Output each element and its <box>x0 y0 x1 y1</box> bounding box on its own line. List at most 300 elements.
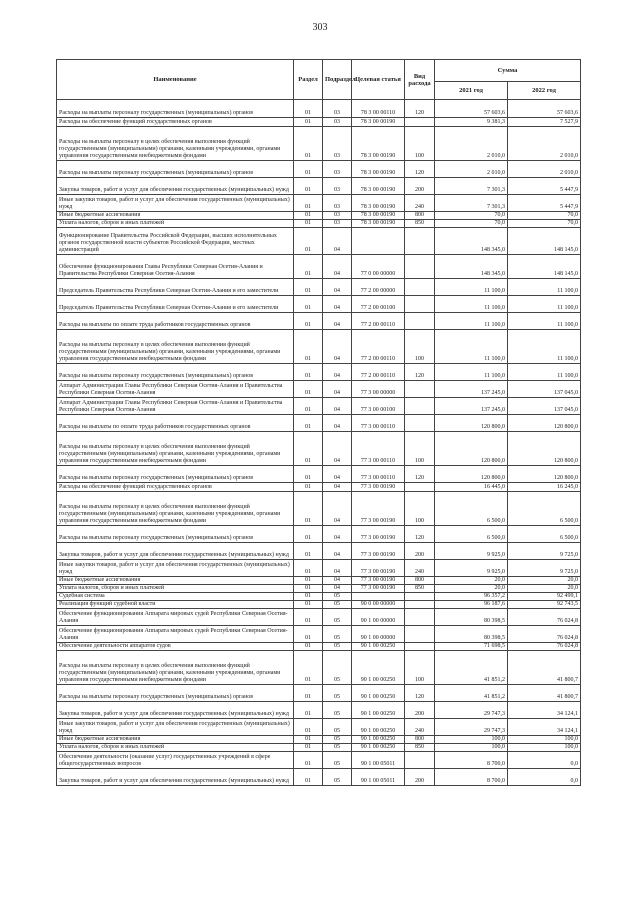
row-sum-2021: 8 700,0 <box>435 752 508 769</box>
row-type: 800 <box>405 577 435 585</box>
row-name: Закупка товаров, работ и услуг для обеспечения государственных (муниципальных) нужд <box>57 769 294 786</box>
row-sum-2021: 16 445,0 <box>435 483 508 492</box>
row-target: 77 3 00 00110 <box>352 432 405 466</box>
row-sum-2022: 6 500,0 <box>508 492 581 526</box>
row-sum-2021: 2 010,0 <box>435 161 508 178</box>
row-section: 01 <box>294 296 323 313</box>
row-target: 90 1 00 00250 <box>352 651 405 685</box>
table-row <box>57 543 581 560</box>
row-section: 01 <box>294 220 323 228</box>
row-type: 100 <box>405 330 435 364</box>
row-name: Обеспечение функционирования Аппарата мировых судей Республики Северная Осетия-Алания <box>57 609 294 626</box>
table-row <box>57 483 581 492</box>
row-target: 77 3 00 00190 <box>352 483 405 492</box>
row-subsection: 03 <box>323 127 352 161</box>
row-type: 120 <box>405 161 435 178</box>
row-subsection: 05 <box>323 643 352 651</box>
row-target: 77 3 00 00190 <box>352 585 405 593</box>
row-subsection: 03 <box>323 220 352 228</box>
table-row <box>57 560 581 577</box>
table-row <box>57 719 581 736</box>
row-subsection: 03 <box>323 118 352 127</box>
row-sum-2022: 92 499,1 <box>508 593 581 601</box>
row-type: 850 <box>405 585 435 593</box>
row-sum-2022: 9 725,0 <box>508 543 581 560</box>
row-type <box>405 415 435 432</box>
row-target: 90 1 00 00250 <box>352 702 405 719</box>
budget-table <box>56 59 581 786</box>
table-row <box>57 651 581 685</box>
table-row <box>57 752 581 769</box>
row-sum-2021: 29 747,3 <box>435 702 508 719</box>
row-subsection: 05 <box>323 593 352 601</box>
table-row <box>57 364 581 381</box>
row-target: 90 1 00 00000 <box>352 609 405 626</box>
row-sum-2021: 100,0 <box>435 744 508 752</box>
row-target: 77 2 00 00110 <box>352 313 405 330</box>
row-section: 01 <box>294 381 323 398</box>
row-type <box>405 279 435 296</box>
row-target: 77 2 00 00110 <box>352 364 405 381</box>
row-type: 120 <box>405 364 435 381</box>
row-section: 01 <box>294 483 323 492</box>
row-section: 01 <box>294 255 323 279</box>
row-sum-2022: 70,0 <box>508 220 581 228</box>
row-sum-2022: 137 045,0 <box>508 398 581 415</box>
row-subsection: 05 <box>323 719 352 736</box>
row-sum-2021: 137 245,0 <box>435 398 508 415</box>
row-name: Судебная система <box>57 593 294 601</box>
row-type <box>405 118 435 127</box>
row-sum-2022: 2 010,0 <box>508 127 581 161</box>
row-section: 01 <box>294 526 323 543</box>
row-sum-2021: 70,0 <box>435 212 508 220</box>
row-section: 01 <box>294 736 323 744</box>
table-row <box>57 228 581 255</box>
row-subsection: 04 <box>323 526 352 543</box>
table-row <box>57 161 581 178</box>
row-name: Закупка товаров, работ и услуг для обеспечения государственных (муниципальных) нужд <box>57 702 294 719</box>
row-target: 90 1 00 00000 <box>352 626 405 643</box>
row-type <box>405 593 435 601</box>
header-name: Наименование <box>57 60 294 100</box>
row-sum-2021: 9 381,3 <box>435 118 508 127</box>
row-type: 120 <box>405 466 435 483</box>
row-section: 01 <box>294 651 323 685</box>
row-type: 100 <box>405 127 435 161</box>
row-target: 77 3 00 00190 <box>352 492 405 526</box>
table-row <box>57 492 581 526</box>
table-row <box>57 601 581 609</box>
row-sum-2022: 11 100,0 <box>508 330 581 364</box>
row-name: Расходы на выплаты персоналу государственных (муниципальных) органов <box>57 364 294 381</box>
row-subsection: 03 <box>323 161 352 178</box>
row-type <box>405 313 435 330</box>
row-type: 240 <box>405 719 435 736</box>
row-type: 240 <box>405 560 435 577</box>
table-row <box>57 178 581 195</box>
table-row <box>57 100 581 118</box>
header-sum: Сумма <box>435 60 581 82</box>
row-type: 120 <box>405 100 435 118</box>
row-sum-2021: 120 800,0 <box>435 432 508 466</box>
row-type: 200 <box>405 702 435 719</box>
table-row <box>57 296 581 313</box>
row-sum-2021: 71 698,5 <box>435 643 508 651</box>
row-name: Расходы на выплаты по оплате труда работников государственных органов <box>57 313 294 330</box>
row-sum-2021: 120 800,0 <box>435 466 508 483</box>
header-subsection: Подраздел <box>323 60 352 100</box>
row-subsection: 03 <box>323 100 352 118</box>
row-target: 77 2 00 00100 <box>352 296 405 313</box>
row-subsection: 04 <box>323 279 352 296</box>
row-sum-2022: 76 024,8 <box>508 626 581 643</box>
row-sum-2022: 11 100,0 <box>508 313 581 330</box>
row-name: Председатель Правительства Республики Северная Осетия-Алания и его заместители <box>57 279 294 296</box>
row-sum-2021: 2 010,0 <box>435 127 508 161</box>
row-subsection: 04 <box>323 330 352 364</box>
row-sum-2022: 11 100,0 <box>508 364 581 381</box>
row-section: 01 <box>294 313 323 330</box>
table-row <box>57 255 581 279</box>
header-target: Целевая статья <box>352 60 405 100</box>
row-target: 77 2 00 00110 <box>352 330 405 364</box>
row-subsection: 04 <box>323 543 352 560</box>
row-target: 78 3 00 00190 <box>352 212 405 220</box>
row-sum-2021: 80 398,5 <box>435 626 508 643</box>
row-subsection: 05 <box>323 769 352 786</box>
table-row <box>57 685 581 702</box>
table-row <box>57 585 581 593</box>
row-subsection: 03 <box>323 195 352 212</box>
row-sum-2022: 76 024,8 <box>508 643 581 651</box>
row-type <box>405 483 435 492</box>
row-target: 77 3 00 00190 <box>352 560 405 577</box>
row-sum-2021: 7 301,3 <box>435 195 508 212</box>
row-section: 01 <box>294 127 323 161</box>
row-sum-2022: 120 800,0 <box>508 432 581 466</box>
header-section: Раздел <box>294 60 323 100</box>
row-subsection: 04 <box>323 483 352 492</box>
row-sum-2022: 20,0 <box>508 585 581 593</box>
row-sum-2022: 5 447,9 <box>508 178 581 195</box>
row-section: 01 <box>294 178 323 195</box>
row-sum-2021: 11 100,0 <box>435 364 508 381</box>
row-section: 01 <box>294 585 323 593</box>
row-type <box>405 255 435 279</box>
row-target <box>352 593 405 601</box>
row-sum-2022: 148 145,0 <box>508 228 581 255</box>
row-sum-2021: 8 700,0 <box>435 769 508 786</box>
row-subsection: 04 <box>323 255 352 279</box>
row-sum-2022: 76 024,8 <box>508 609 581 626</box>
row-subsection: 04 <box>323 577 352 585</box>
row-type: 120 <box>405 685 435 702</box>
row-name: Расходы на обеспечение функций государственных органов <box>57 118 294 127</box>
row-sum-2021: 7 301,3 <box>435 178 508 195</box>
row-name: Иные закупки товаров, работ и услуг для обеспечения государственных (муниципальных) нужд <box>57 560 294 577</box>
row-target: 90 1 00 00250 <box>352 719 405 736</box>
row-sum-2021: 120 800,0 <box>435 415 508 432</box>
row-type: 850 <box>405 220 435 228</box>
row-name: Иные бюджетные ассигнования <box>57 212 294 220</box>
row-subsection: 04 <box>323 415 352 432</box>
table-row <box>57 220 581 228</box>
row-name: Уплата налогов, сборов и иных платежей <box>57 220 294 228</box>
row-subsection: 04 <box>323 492 352 526</box>
row-subsection: 05 <box>323 736 352 744</box>
row-sum-2022: 34 124,1 <box>508 702 581 719</box>
row-type <box>405 381 435 398</box>
header-type: Вид расхода <box>405 60 435 100</box>
row-sum-2022: 6 500,0 <box>508 526 581 543</box>
row-name: Обеспечение деятельности (оказание услуг) государственных учреждений в сфере общегосударственных вопросов <box>57 752 294 769</box>
row-target: 77 0 00 00000 <box>352 255 405 279</box>
row-sum-2022: 0,0 <box>508 752 581 769</box>
row-subsection: 05 <box>323 702 352 719</box>
row-name: Иные закупки товаров, работ и услуг для обеспечения государственных (муниципальных) нужд <box>57 719 294 736</box>
row-sum-2021: 96 357,2 <box>435 593 508 601</box>
row-target: 90 0 00 00000 <box>352 601 405 609</box>
row-sum-2022: 7 527,9 <box>508 118 581 127</box>
row-target: 77 3 00 00190 <box>352 526 405 543</box>
table-row <box>57 609 581 626</box>
row-target: 78 3 00 00190 <box>352 178 405 195</box>
table-row <box>57 279 581 296</box>
row-sum-2021: 11 100,0 <box>435 330 508 364</box>
row-section: 01 <box>294 609 323 626</box>
row-sum-2022: 100,0 <box>508 736 581 744</box>
table-row <box>57 127 581 161</box>
row-sum-2022: 41 800,7 <box>508 685 581 702</box>
row-sum-2021: 57 603,6 <box>435 100 508 118</box>
table-row <box>57 415 581 432</box>
row-name: Расходы на выплаты персоналу в целях обеспечения выполнения функций государственными (муниципальными) органами, казенными учреждениями, органами управления государственными внебюджетными фондами <box>57 651 294 685</box>
row-sum-2021: 11 100,0 <box>435 296 508 313</box>
row-name: Расходы на выплаты персоналу государственных (муниципальных) органов <box>57 466 294 483</box>
row-section: 01 <box>294 685 323 702</box>
row-type <box>405 296 435 313</box>
row-section: 01 <box>294 279 323 296</box>
row-name: Председатель Правительства Республики Северная Осетия-Алания и его заместители <box>57 296 294 313</box>
row-section: 01 <box>294 719 323 736</box>
row-name: Функционирование Правительства Российской Федерации, высших исполнительных органов государственной власти субъектов Российской Федерации, местных администраций <box>57 228 294 255</box>
row-name: Расходы на выплаты персоналу государственных (муниципальных) органов <box>57 100 294 118</box>
row-section: 01 <box>294 212 323 220</box>
row-target: 77 3 00 00110 <box>352 415 405 432</box>
row-section: 01 <box>294 643 323 651</box>
row-sum-2022: 5 447,9 <box>508 195 581 212</box>
row-section: 01 <box>294 466 323 483</box>
table-row <box>57 381 581 398</box>
header-2021: 2021 год <box>435 82 508 100</box>
row-name: Уплата налогов, сборов и иных платежей <box>57 585 294 593</box>
row-type: 240 <box>405 195 435 212</box>
row-type: 120 <box>405 526 435 543</box>
table-row <box>57 313 581 330</box>
row-type <box>405 752 435 769</box>
row-sum-2022: 100,0 <box>508 744 581 752</box>
row-name: Расходы на обеспечение функций государственных органов <box>57 483 294 492</box>
row-sum-2021: 148 345,0 <box>435 228 508 255</box>
table-row <box>57 702 581 719</box>
row-subsection: 05 <box>323 601 352 609</box>
row-name: Иные бюджетные ассигнования <box>57 736 294 744</box>
row-name: Закупка товаров, работ и услуг для обеспечения государственных (муниципальных) нужд <box>57 178 294 195</box>
row-subsection: 04 <box>323 381 352 398</box>
row-sum-2021: 70,0 <box>435 220 508 228</box>
row-subsection: 04 <box>323 466 352 483</box>
row-name: Расходы на выплаты персоналу в целях обеспечения выполнения функций государственными (муниципальными) органами, казенными учреждениями, органами управления государственными внебюджетными фондами <box>57 432 294 466</box>
row-type: 200 <box>405 178 435 195</box>
row-sum-2022: 70,0 <box>508 212 581 220</box>
row-sum-2021: 11 100,0 <box>435 313 508 330</box>
row-sum-2021: 6 500,0 <box>435 492 508 526</box>
row-sum-2021: 80 398,5 <box>435 609 508 626</box>
row-subsection: 04 <box>323 398 352 415</box>
row-subsection: 04 <box>323 585 352 593</box>
row-subsection: 03 <box>323 178 352 195</box>
row-type <box>405 601 435 609</box>
row-section: 01 <box>294 626 323 643</box>
row-name: Расходы на выплаты персоналу в целях обеспечения выполнения функций государственными (муниципальными) органами, казенными учреждениями, органами управления государственными внебюджетными фондами <box>57 330 294 364</box>
row-name: Расходы на выплаты персоналу государственных (муниципальных) органов <box>57 685 294 702</box>
row-subsection: 04 <box>323 296 352 313</box>
row-target: 78 3 00 00190 <box>352 161 405 178</box>
row-section: 01 <box>294 415 323 432</box>
row-target: 90 1 00 00250 <box>352 744 405 752</box>
row-sum-2022: 34 124,1 <box>508 719 581 736</box>
row-type: 200 <box>405 769 435 786</box>
row-type: 800 <box>405 212 435 220</box>
row-type: 200 <box>405 543 435 560</box>
table-row <box>57 577 581 585</box>
row-sum-2022: 0,0 <box>508 769 581 786</box>
row-subsection: 05 <box>323 752 352 769</box>
row-name: Расходы на выплаты персоналу государственных (муниципальных) органов <box>57 161 294 178</box>
row-sum-2022: 57 603,6 <box>508 100 581 118</box>
row-subsection: 04 <box>323 560 352 577</box>
row-type: 100 <box>405 492 435 526</box>
row-name: Иные закупки товаров, работ и услуг для обеспечения государственных (муниципальных) нужд <box>57 195 294 212</box>
row-target: 77 3 00 00000 <box>352 381 405 398</box>
row-target: 77 3 00 00110 <box>352 466 405 483</box>
row-type: 100 <box>405 432 435 466</box>
row-name: Аппарат Администрации Главы Республики Северная Осетия-Алания и Правительства Республики Северная Осетия-Алания <box>57 398 294 415</box>
row-section: 01 <box>294 601 323 609</box>
row-sum-2021: 6 500,0 <box>435 526 508 543</box>
row-target: 78 3 00 00190 <box>352 127 405 161</box>
row-subsection: 04 <box>323 228 352 255</box>
row-target: 90 1 00 00250 <box>352 685 405 702</box>
row-sum-2022: 2 010,0 <box>508 161 581 178</box>
page-number: 303 <box>312 22 328 33</box>
row-section: 01 <box>294 432 323 466</box>
row-section: 01 <box>294 398 323 415</box>
row-sum-2021: 96 187,6 <box>435 601 508 609</box>
row-section: 01 <box>294 195 323 212</box>
row-section: 01 <box>294 330 323 364</box>
row-sum-2022: 11 100,0 <box>508 296 581 313</box>
row-sum-2022: 9 725,0 <box>508 560 581 577</box>
row-target: 90 1 00 05011 <box>352 752 405 769</box>
row-name: Аппарат Администрации Главы Республики Северная Осетия-Алания и Правительства Республики Северная Осетия-Алания <box>57 381 294 398</box>
row-target: 78 3 00 00190 <box>352 220 405 228</box>
row-subsection: 04 <box>323 432 352 466</box>
row-section: 01 <box>294 752 323 769</box>
row-type <box>405 228 435 255</box>
table-row <box>57 330 581 364</box>
row-type <box>405 643 435 651</box>
row-type <box>405 626 435 643</box>
row-sum-2021: 148 345,0 <box>435 255 508 279</box>
row-name: Закупка товаров, работ и услуг для обеспечения государственных (муниципальных) нужд <box>57 543 294 560</box>
table-row <box>57 593 581 601</box>
row-sum-2021: 9 925,0 <box>435 560 508 577</box>
row-section: 01 <box>294 560 323 577</box>
row-target: 77 3 00 00190 <box>352 577 405 585</box>
table-row <box>57 736 581 744</box>
row-sum-2021: 29 747,3 <box>435 719 508 736</box>
row-name: Уплата налогов, сборов и иных платежей <box>57 744 294 752</box>
table-row <box>57 212 581 220</box>
row-subsection: 05 <box>323 626 352 643</box>
row-section: 01 <box>294 118 323 127</box>
row-section: 01 <box>294 769 323 786</box>
row-target: 77 3 00 00100 <box>352 398 405 415</box>
row-section: 01 <box>294 161 323 178</box>
row-sum-2022: 11 100,0 <box>508 279 581 296</box>
row-section: 01 <box>294 492 323 526</box>
row-target: 90 1 00 00250 <box>352 736 405 744</box>
row-sum-2021: 20,0 <box>435 577 508 585</box>
row-subsection: 04 <box>323 313 352 330</box>
table-row <box>57 118 581 127</box>
header-2022: 2022 год <box>508 82 581 100</box>
table-row <box>57 195 581 212</box>
row-type: 100 <box>405 651 435 685</box>
row-sum-2021: 41 851,2 <box>435 651 508 685</box>
row-section: 01 <box>294 543 323 560</box>
row-name: Обеспечение деятельности аппаратов судов <box>57 643 294 651</box>
row-subsection: 04 <box>323 364 352 381</box>
row-sum-2022: 92 743,5 <box>508 601 581 609</box>
row-section: 01 <box>294 577 323 585</box>
row-target: 90 1 00 05011 <box>352 769 405 786</box>
row-target: 78 3 00 00190 <box>352 118 405 127</box>
table-row <box>57 626 581 643</box>
row-section: 01 <box>294 593 323 601</box>
row-target <box>352 228 405 255</box>
row-name: Реализация функций судебной власти <box>57 601 294 609</box>
table-row <box>57 398 581 415</box>
row-sum-2021: 9 925,0 <box>435 543 508 560</box>
table-body <box>57 100 581 786</box>
table-row <box>57 769 581 786</box>
row-type: 800 <box>405 736 435 744</box>
row-sum-2022: 137 045,0 <box>508 381 581 398</box>
row-subsection: 03 <box>323 212 352 220</box>
row-sum-2021: 100,0 <box>435 736 508 744</box>
row-subsection: 05 <box>323 685 352 702</box>
table-row <box>57 643 581 651</box>
row-subsection: 05 <box>323 651 352 685</box>
row-subsection: 05 <box>323 609 352 626</box>
row-target: 90 1 00 00250 <box>352 643 405 651</box>
row-name: Обеспечение функционирования Аппарата мировых судей Республики Северная Осетия-Алания <box>57 626 294 643</box>
row-sum-2022: 148 145,0 <box>508 255 581 279</box>
row-name: Расходы на выплаты персоналу государственных (муниципальных) органов <box>57 526 294 543</box>
